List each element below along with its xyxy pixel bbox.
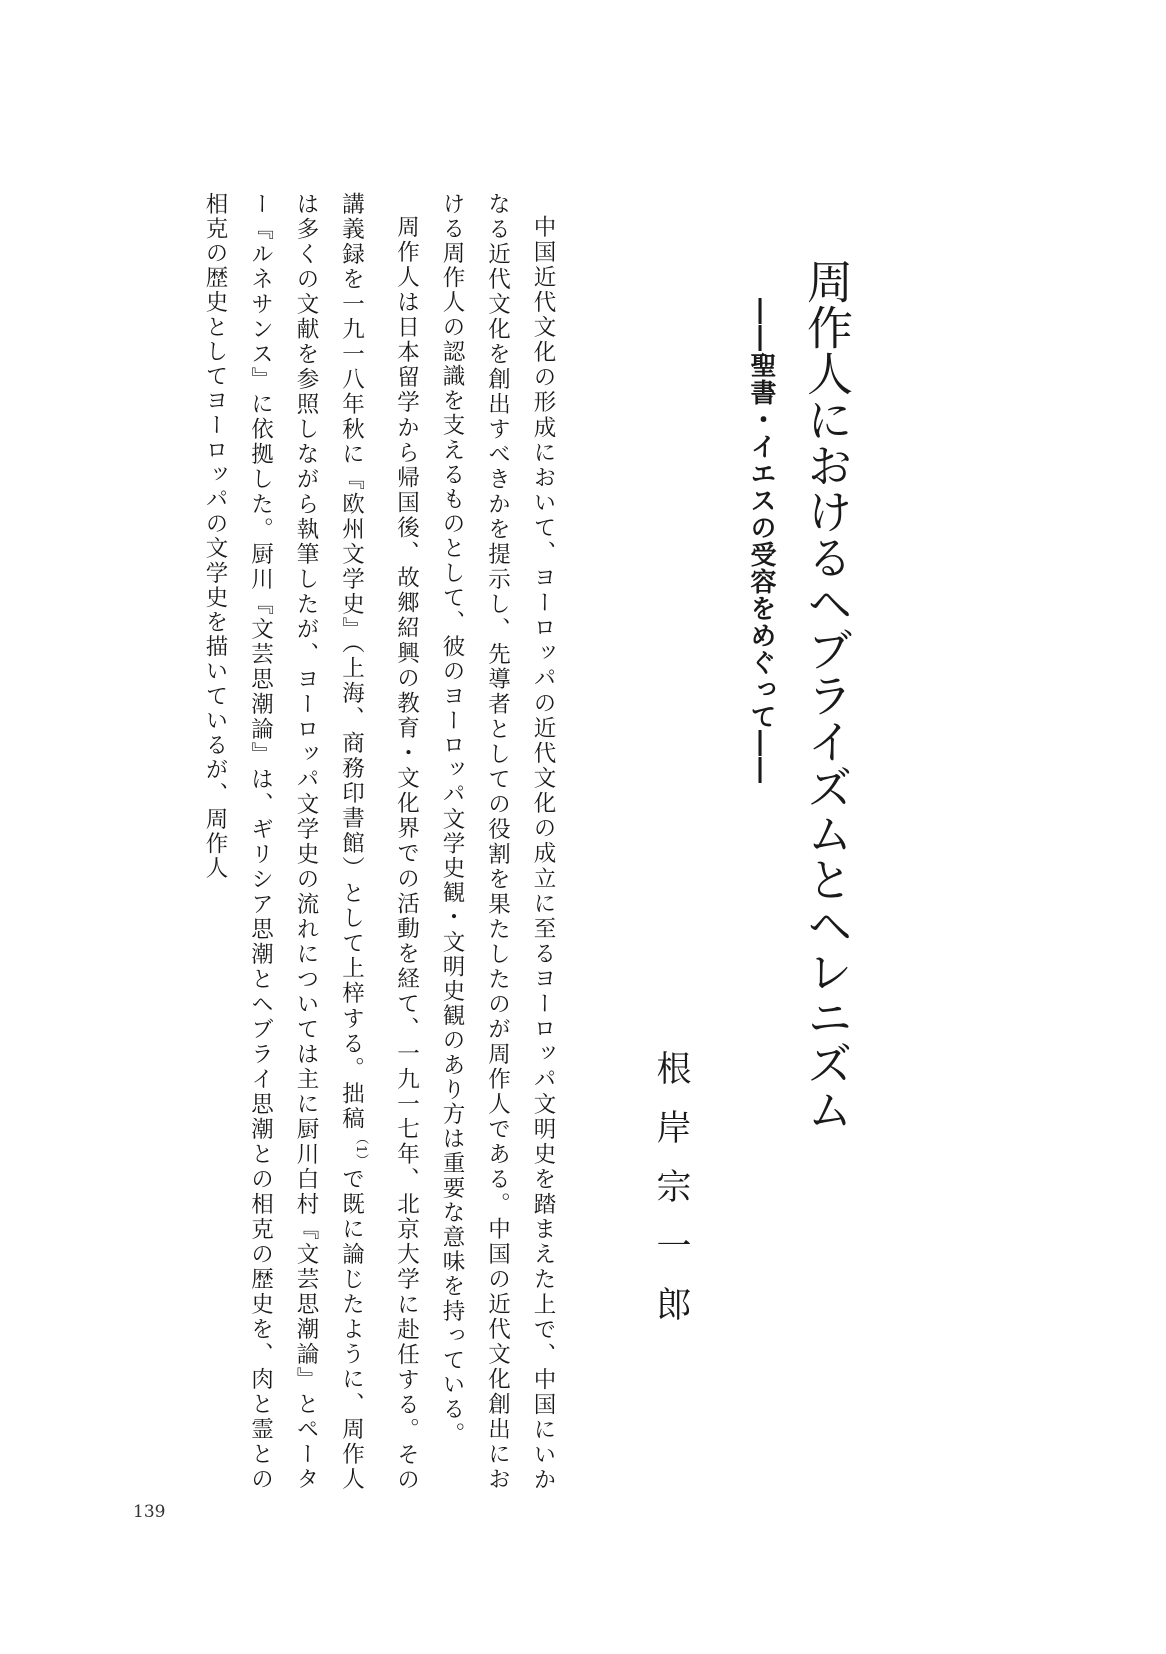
footnote-marker[interactable]: （1） xyxy=(353,1131,368,1168)
article-subtitle: ――聖書・イエスの受容をめぐって―― xyxy=(746,298,776,784)
page-number: 139 xyxy=(133,1502,166,1522)
paragraph-2-part-2: で既に論じたように、周作人は多くの文献を参照しながら執筆したが、ヨーロッパ文学史の流れについては主に厨川白村『文芸思潮論』とペーター『ルネサンス』に依拠した。厨川『文芸思潮論』は、ギリシア思潮とヘブライ思潮との相克の歴史を、肉と霊との相克の歴史としてヨーロッパの文学史を描いているが、周作人 xyxy=(202,192,365,1492)
paragraph-2 xyxy=(192,192,429,1492)
paragraph-1: 中国近代文化の形成において、ヨーロッパの近代文化の成立に至るヨーロッパ文明史を踏まえた上で、中国にいかなる近代文化を創出すべきかを提示し、先導者としての役割を果たしたのが周作人である。中国の近代文化創出における周作人の認識を支えるものとして、彼のヨーロッパ文学史観・文明史観のあり方は重要な意味を持っている。 xyxy=(439,192,556,1492)
paragraph-2-part-1: 周作人は日本留学から帰国後、故郷紹興の教育・文化界での活動を経て、一九一七年、北京大学に赴任する。その講義録を一九一八年秋に『欧州文学史』（上海、商務印書館）として上梓する。拙稿 xyxy=(338,192,420,1492)
author-name: 根岸宗一郎 xyxy=(651,1050,691,1345)
article-title: 周作人におけるヘブライズムとヘレニズム xyxy=(800,258,854,1132)
body-text xyxy=(165,192,565,1492)
